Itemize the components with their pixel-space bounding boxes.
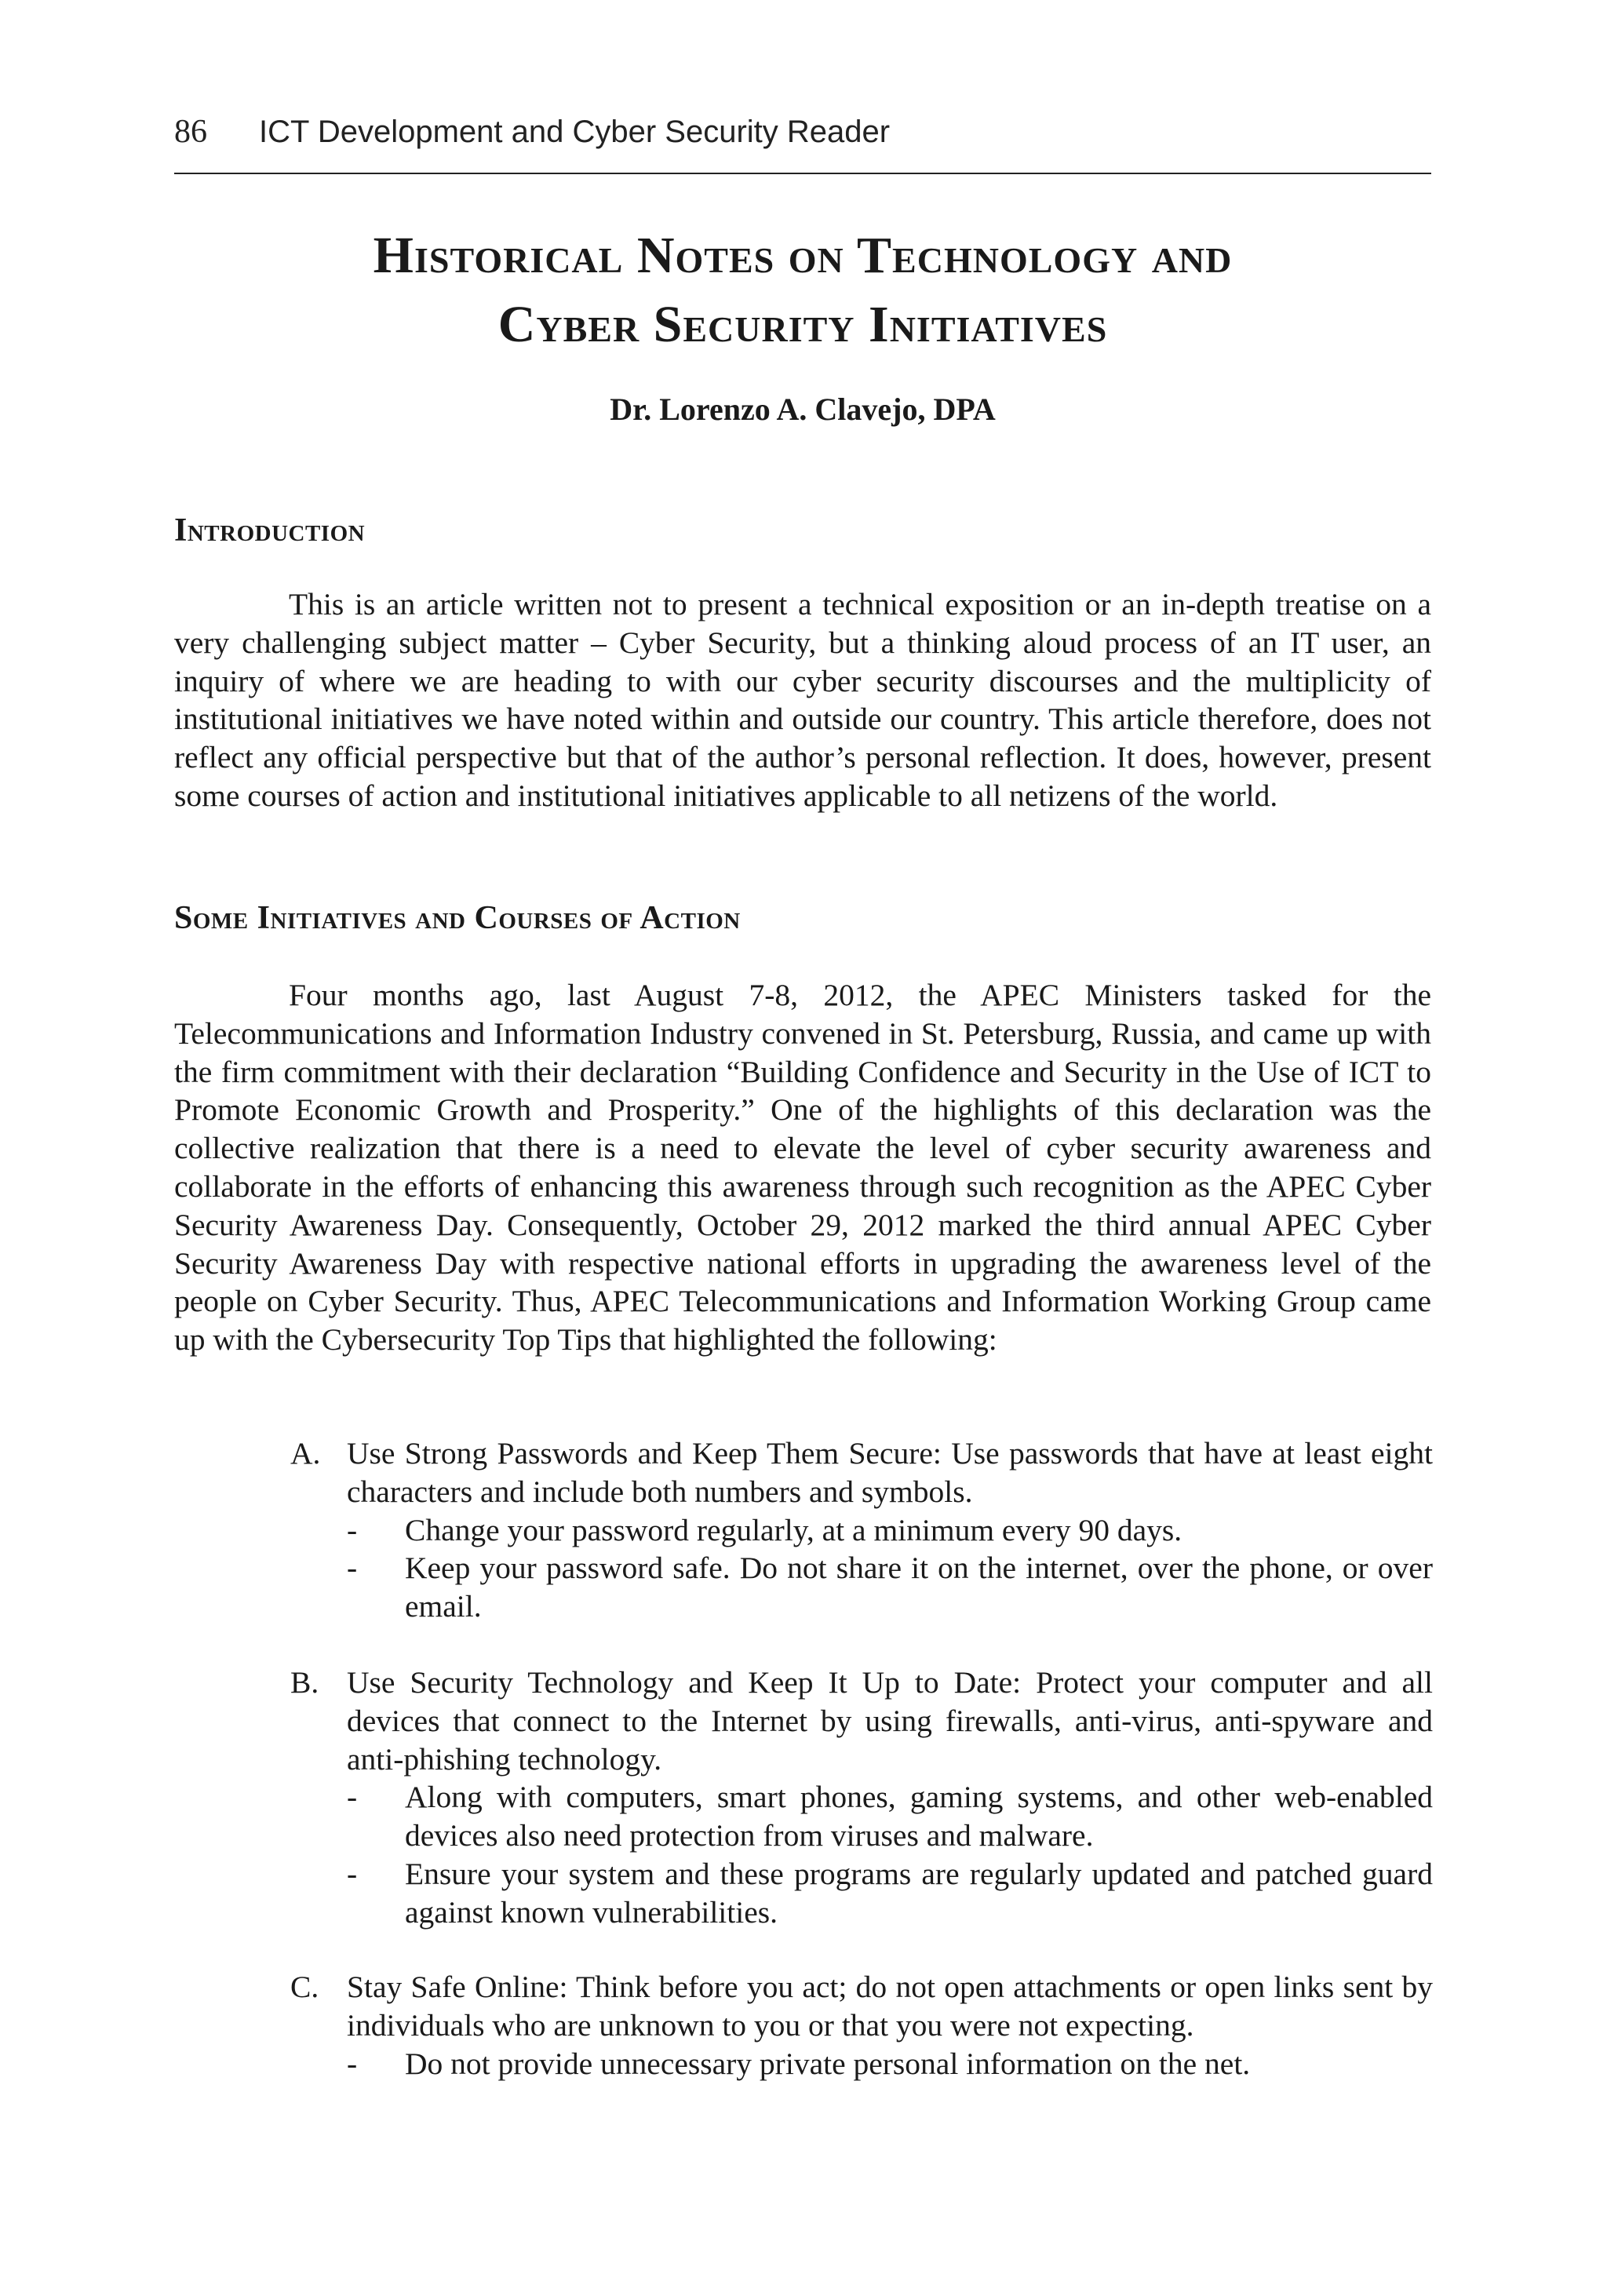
dash-bullet: - [347, 2046, 358, 2081]
tip-main-text [290, 1434, 1433, 1511]
tip-letter: B. [290, 1665, 319, 1700]
running-header [174, 108, 1431, 155]
tip-subitem [290, 1855, 1433, 1932]
running-title: ICT Development and Cyber Security Reader [259, 115, 891, 149]
tip-subitem [290, 1778, 1433, 1855]
tip-text: Use Strong Passwords and Keep Them Secure: Use passwords that have at least eight characters and include both numbers and symbols. [347, 1436, 1433, 1509]
tip-subitem [290, 1511, 1433, 1550]
tip-subitem-text: Along with computers, smart phones, gaming systems, and other web-enabled devices also need protection from viruses and malware. [405, 1780, 1433, 1853]
section-heading-initiatives: Some Initiatives and Courses of Action [174, 900, 741, 936]
header-rule [174, 173, 1431, 174]
tip-item-a [290, 1434, 1433, 1626]
article-author: Dr. Lorenzo A. Clavejo, DPA [610, 392, 996, 427]
dash-bullet: - [347, 1512, 358, 1547]
section-heading-introduction: Introduction [174, 512, 366, 548]
tip-subitem-text: Ensure your system and these programs are regularly updated and patched guard against known vulnerabilities. [405, 1856, 1433, 1930]
tip-subitem-text: Keep your password safe. Do not share it on the internet, over the phone, or over email. [405, 1551, 1433, 1624]
article-title [174, 221, 1431, 359]
tip-letter: A. [290, 1436, 321, 1471]
tip-main-text [290, 1968, 1433, 2045]
tip-text: Use Security Technology and Keep It Up to Date: Protect your computer and all devices that connect to the Internet by using firewalls, anti-virus, anti-spyware and anti-phishing technology. [347, 1665, 1433, 1777]
dash-bullet: - [347, 1856, 358, 1891]
dash-bullet: - [347, 1551, 358, 1586]
tip-text: Stay Safe Online: Think before you act; do not open attachments or open links sent by individuals who are unknown to you or that you were not expecting. [347, 1970, 1433, 2043]
tip-subitem [290, 2045, 1433, 2083]
article-title-line-1: Historical Notes on Technology and [373, 227, 1233, 284]
tip-item-c [290, 1968, 1433, 2083]
tip-subitem-text: Change your password regularly, at a minimum every 90 days. [405, 1512, 1182, 1547]
page-number: 86 [174, 114, 207, 150]
tip-subitem-text: Do not provide unnecessary private personal information on the net. [405, 2046, 1251, 2081]
initiatives-paragraph: Four months ago, last August 7-8, 2012, the APEC Ministers tasked for the Telecommunications and Information Industry convened in St. Petersburg, Russia, and came up with the firm commitment with their declaration “Building Confidence and Security in the Use of ICT to Promote Economic Growth and Prosperity.” One of the highlights of this declaration was the collective realization that there is a need to elevate the level of cyber security awareness and collaborate in the efforts of enhancing this awareness through such recognition as the APEC Cyber Security Awareness Day. Consequently, October 29, 2012 marked the third annual APEC Cyber Security Awareness Day with respective national efforts in upgrading the awareness level of the people on Cyber Security. Thus, APEC Telecommunications and Information Working Group came up with the Cybersecurity Top Tips that highlighted the following: [174, 978, 1431, 1358]
dash-bullet: - [347, 1780, 358, 1815]
tip-main-text [290, 1664, 1433, 1778]
article-title-line-2: Cyber Security Initiatives [497, 296, 1108, 353]
tip-subitem [290, 1549, 1433, 1626]
tip-item-b [290, 1664, 1433, 1932]
tip-letter: C. [290, 1970, 319, 2004]
introduction-paragraph: This is an article written not to present a technical exposition or an in-depth treatise on a very challenging subject matter – Cyber Security, but a thinking aloud process of an IT user, an inquiry of where we are heading to with our cyber security discourses and the multiplicity of institutional initiatives we have noted within and outside our country. This article therefore, does not reflect any official perspective but that of the author’s personal reflection. It does, however, present some courses of action and institutional initiatives applicable to all netizens of the world. [174, 587, 1431, 813]
